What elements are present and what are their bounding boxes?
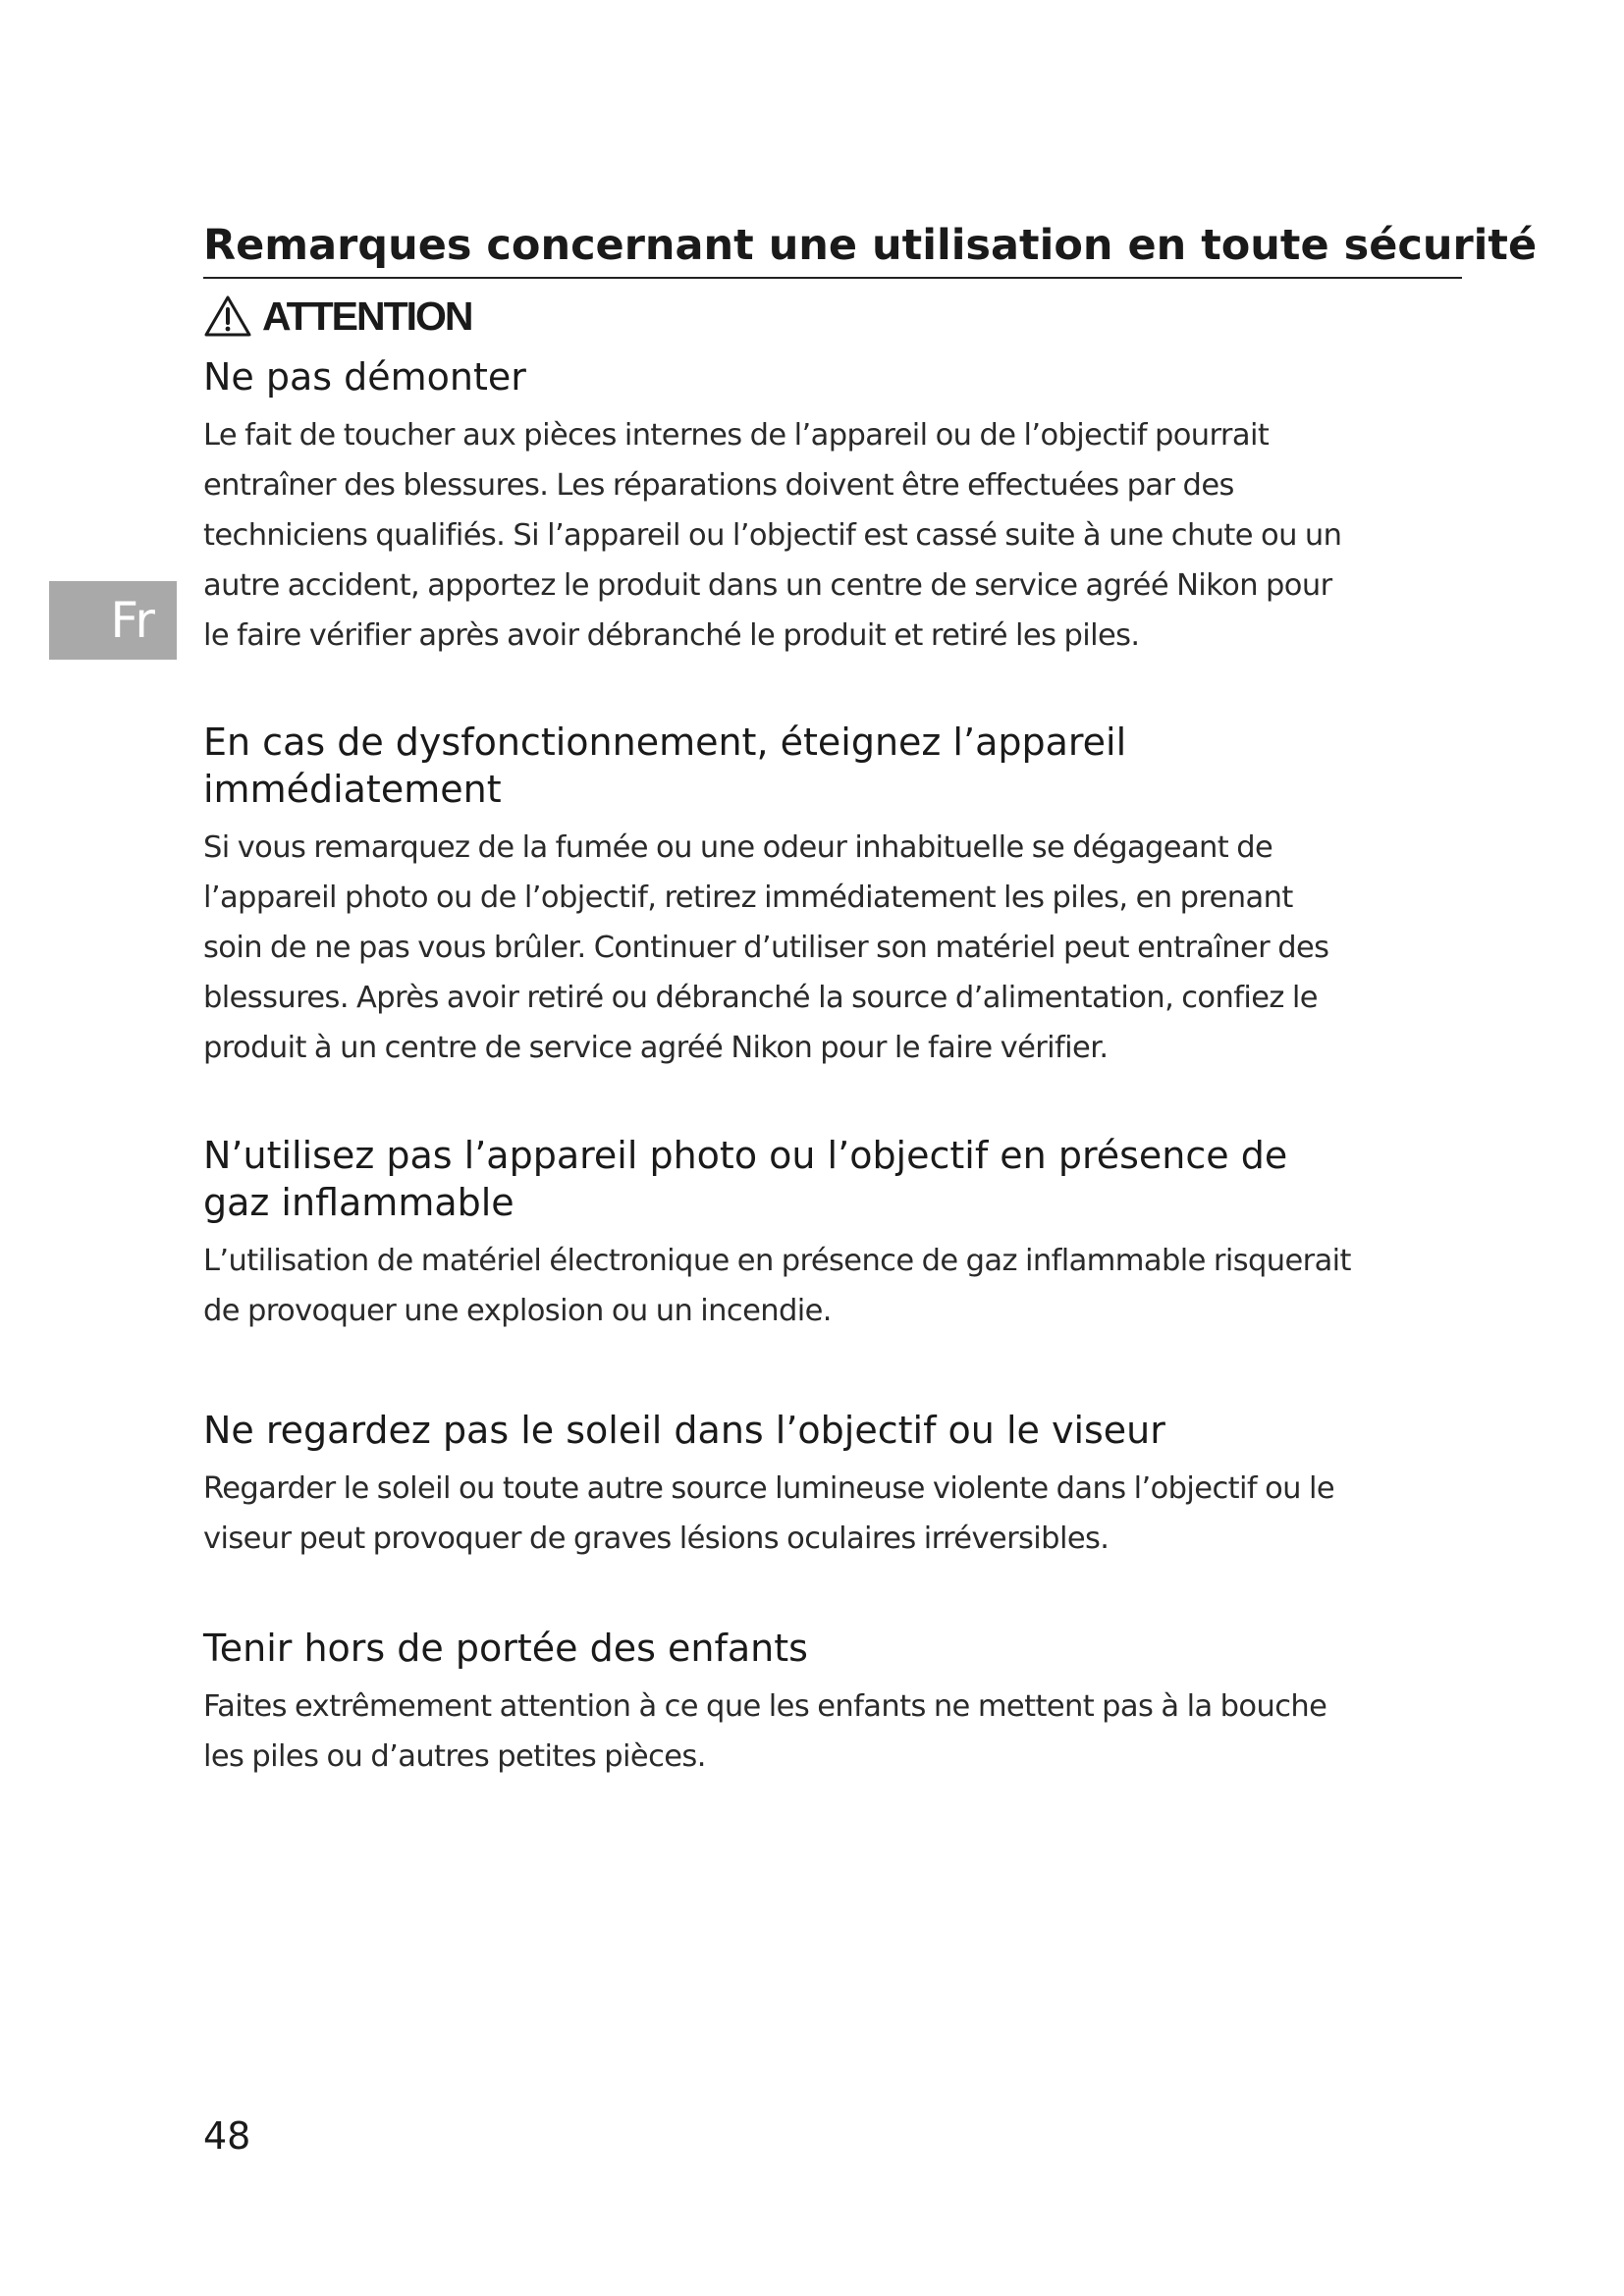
body-line: Faites extrêmement attention à ce que les enfants ne mettent pas à la bouche <box>203 1689 1327 1724</box>
attention-label: ATTENTION <box>262 294 472 339</box>
body-line: L’utilisation de matériel électronique en présence de gaz inflammable risquerait <box>203 1244 1351 1278</box>
heading-line: Ne pas démonter <box>203 355 526 399</box>
heading-line: Ne regardez pas le soleil dans l’objectif ou le viseur <box>203 1409 1165 1452</box>
body-line: l’appareil photo ou de l’objectif, retirez immédiatement les piles, en prenant <box>203 881 1293 915</box>
title-divider <box>203 277 1462 279</box>
section-flammable-gas <box>203 1132 1470 1336</box>
body-line: produit à un centre de service agréé Nikon pour le faire vérifier. <box>203 1031 1109 1065</box>
body-line: soin de ne pas vous brûler. Continuer d’utiliser son matériel peut entraîner des <box>203 931 1329 965</box>
body-line: Le fait de toucher aux pièces internes de l’appareil ou de l’objectif pourrait <box>203 418 1270 453</box>
body-line: entraîner des blessures. Les réparations doivent être effectuées par des <box>203 468 1234 503</box>
section-malfunction <box>203 719 1470 1073</box>
language-tab: Fr <box>49 581 177 660</box>
body-line: le faire vérifier après avoir débranché le produit et retiré les piles. <box>203 618 1140 653</box>
body-line: Regarder le soleil ou toute autre source lumineuse violente dans l’objectif ou le <box>203 1471 1334 1506</box>
heading-line: gaz inflammable <box>203 1181 514 1224</box>
page-title: Remarques concernant une utilisation en toute sécurité <box>203 221 1538 270</box>
section-children <box>203 1625 1470 1782</box>
body-line: blessures. Après avoir retiré ou débranché la source d’alimentation, confiez le <box>203 981 1318 1015</box>
heading-line: En cas de dysfonctionnement, éteignez l’appareil <box>203 721 1127 764</box>
section-disassembly <box>203 353 1470 661</box>
section-body <box>203 1464 1470 1564</box>
heading-line: immédiatement <box>203 768 502 811</box>
section-heading <box>203 719 1470 813</box>
section-heading <box>203 1407 1470 1454</box>
page-number: 48 <box>203 2114 251 2158</box>
section-sun-viewfinder <box>203 1407 1470 1564</box>
body-line: autre accident, apportez le produit dans un centre de service agréé Nikon pour <box>203 568 1332 603</box>
section-body <box>203 1236 1470 1336</box>
attention-banner <box>203 291 472 342</box>
section-heading <box>203 1132 1470 1226</box>
body-line: de provoquer une explosion ou un incendie. <box>203 1294 832 1328</box>
body-line: techniciens qualifiés. Si l’appareil ou l’objectif est cassé suite à une chute ou un <box>203 518 1342 553</box>
heading-line: N’utilisez pas l’appareil photo ou l’objectif en présence de <box>203 1134 1288 1177</box>
body-line: viseur peut provoquer de graves lésions oculaires irréversibles. <box>203 1522 1110 1556</box>
heading-line: Tenir hors de portée des enfants <box>203 1627 808 1670</box>
warning-triangle-icon <box>203 294 252 338</box>
section-heading <box>203 353 1470 400</box>
body-line: les piles ou d’autres petites pièces. <box>203 1739 706 1774</box>
section-heading <box>203 1625 1470 1672</box>
section-body <box>203 410 1470 661</box>
section-body <box>203 1682 1470 1782</box>
body-line: Si vous remarquez de la fumée ou une odeur inhabituelle se dégageant de <box>203 830 1273 865</box>
section-body <box>203 823 1470 1073</box>
